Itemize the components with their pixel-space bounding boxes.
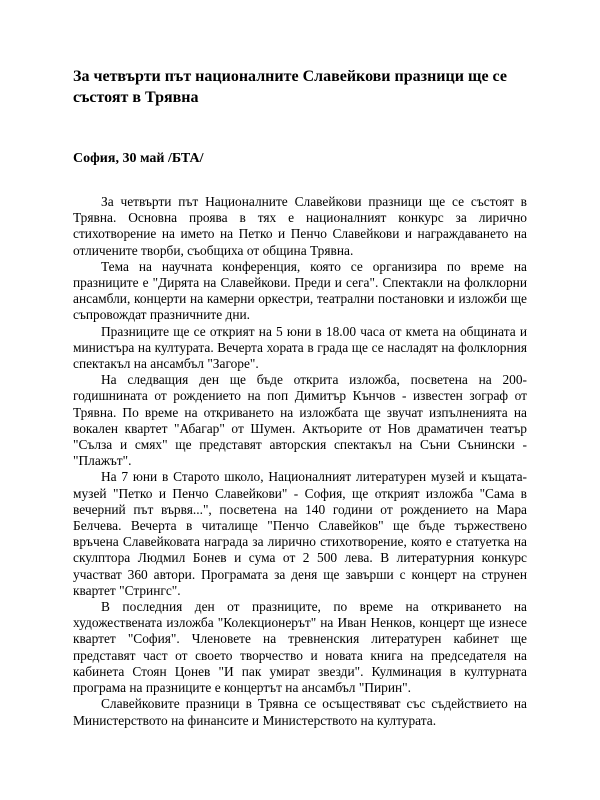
article-paragraph: За четвърти път Националните Славейкови празници ще се състоят в Трявна. Основна проява в тях е националният конкурс за лирично стихотворение на името на Петко и Пенчо Славейкови и награждаването на отличените творби, съобщиха от община Трявна. [73, 194, 527, 258]
article-paragraph: В последния ден от празниците, по време на откриването на художествената изложба "Колекционерът" на Иван Ненков, концерт ще изнесе квартет "София". Членовете на тревненския литературен кабинет ще представят част от своето творчество и новата книга на председателя на кабинета Стоян Цонев "И пак умират звезди". Кулминация в културната програма на празниците е концертът на ансамбъл "Пирин". [73, 599, 527, 696]
article-body [73, 194, 527, 729]
article-paragraph: Празниците ще се открият на 5 юни в 18.00 часа от кмета на общината и министъра на културата. Вечерта хората в града ще се насладят на фолклорния спектакъл на ансамбъл "Загоре". [73, 323, 527, 372]
article-dateline: София, 30 май /БТА/ [73, 151, 204, 166]
article-paragraph: На 7 юни в Старото школо, Националният литературен музей и къщата-музей "Петко и Пенчо Славейкови" - София, ще открият изложба "Сама в вечерний път вървя...", посветена на 140 години от рождението на Мара Белчева. Вечерта в читалище "Пенчо Славейков" ще бъде тържествено връчена Славейковата награда за лирично стихотворение, която е статуетка на скулптора Людмил Бонев и сума от 2 500 лева. В литературния конкурс участват 360 автори. Програмата за деня ще завърши с концерт на струнен квартет "Стрингс". [73, 469, 527, 598]
article-paragraph: Славейковите празници в Трявна се осъществяват със съдействието на Министерството на финансите и Министерството на културата. [73, 696, 527, 728]
article-paragraph: Тема на научната конференция, която се организира по време на празниците е "Дирята на Славейкови. Преди и сега". Спектакли на фолклорни ансамбли, концерти на камерни оркестри, театрални постановки и изложби ще съпровождат празничните дни. [73, 258, 527, 323]
article-title: За четвърти път националните Славейкови празници ще се състоят в Трявна [73, 68, 507, 106]
article-paragraph: На следващия ден ще бъде открита изложба, посветена на 200-годишнината от рождението на поп Димитър Кънчов - известен зограф от Трявна. По време на откриването на изложбата ще звучат изпълненията на вокален квартет "Абагар" от Шумен. Актьорите от Нов драматичен театър "Сълза и смях" ще представят авторския спектакъл на Съни Сънински - "Плажът". [73, 372, 527, 469]
